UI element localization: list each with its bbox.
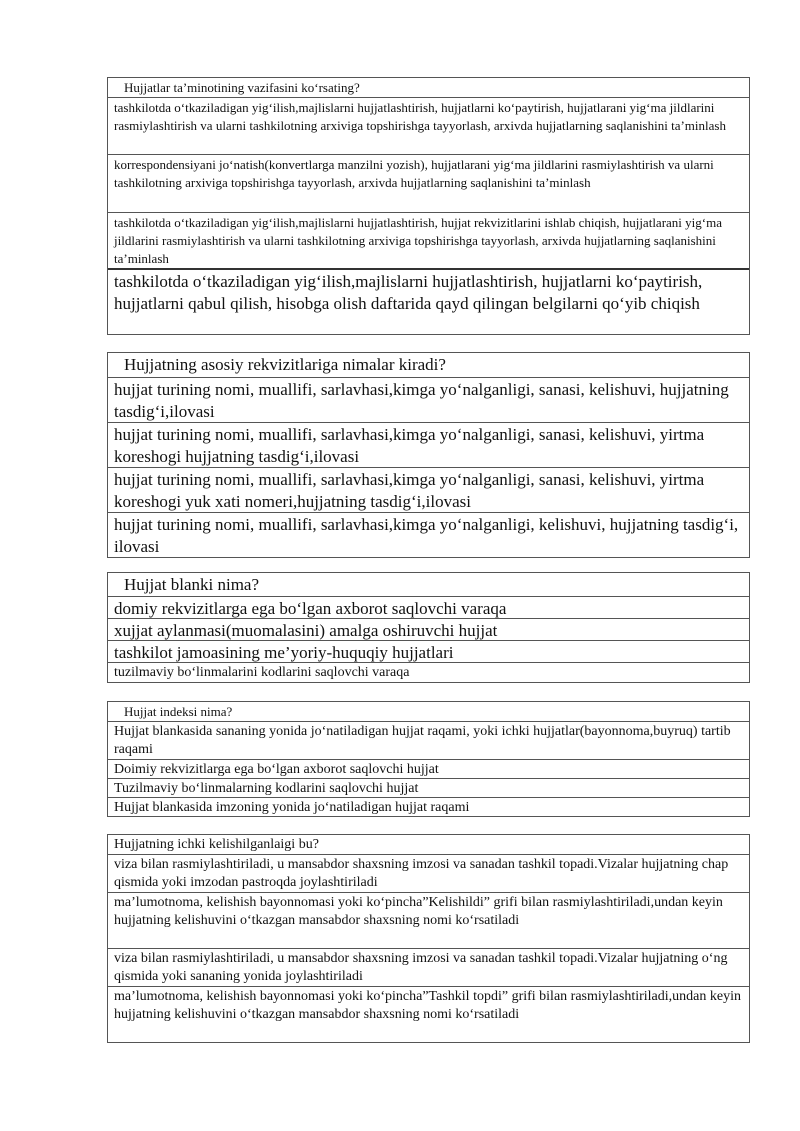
option-4c: Tuzilmaviy bo‘linmalarning kodlarini saqlovchi hujjat (108, 778, 749, 797)
option-2c: hujjat turining nomi, muallifi, sarlavhasi,kimga yo‘nalganligi, sanasi, kelishuvi, yirtma koreshogi yuk xati nomeri,hujjatning tasdig‘i,ilovasi (108, 467, 749, 512)
option-1d: tashkilotda o‘tkaziladigan yig‘ilish,majlislarni hujjatlashtirish, hujjatlarni ko‘paytirish, hujjatlarni qabul qilish, hisobga olish daftarida qayd qilingan belgilarni qo‘yib chiqish (108, 268, 749, 334)
question-table-2 (107, 352, 750, 558)
question-4 (108, 702, 749, 721)
option-4b: Doimiy rekvizitlarga ega bo‘lgan axborot saqlovchi hujjat (108, 759, 749, 778)
question-2 (108, 353, 749, 377)
option-4a: Hujjat blankasida sananing yonida jo‘natiladigan hujjat raqami, yoki ichki hujjatlar(bayonnoma,buyruq) tartib raqami (108, 721, 749, 759)
option-2b: hujjat turining nomi, muallifi, sarlavhasi,kimga yo‘nalganligi, sanasi, kelishuvi, yirtma koreshogi hujjatning tasdig‘i,ilovasi (108, 422, 749, 467)
option-2a: hujjat turining nomi, muallifi, sarlavhasi,kimga yo‘nalganligi, sanasi, kelishuvi, hujjatning tasdig‘i,ilovasi (108, 377, 749, 422)
question-5 (108, 835, 749, 854)
option-5b: ma’lumotnoma, kelishish bayonnomasi yoki ko‘pincha”Kelishildi” grifi bilan rasmiylashtiriladi,undan keyin hujjatning kelishuvini o‘tkazgan mansabdor shaxsning nomi ko‘rsatiladi (108, 892, 749, 948)
option-1b: korrespondensiyani jo‘natish(konvertlarga manzilni yozish), hujjatlarani yig‘ma jildlarini rasmiylashtirish va ularni tashkilotning arxiviga topshirishga tayyorlash, arxivda hujjatlarning saqlanishini ta’minlash (108, 154, 749, 212)
option-5d: ma’lumotnoma, kelishish bayonnomasi yoki ko‘pincha”Tashkil topdi” grifi bilan rasmiylashtiriladi,undan keyin hujjatning kelishuvini o‘tkazgan mansabdor shaxsning nomi ko‘rsatiladi (108, 986, 749, 1042)
question-table-1 (107, 77, 750, 335)
question-3 (108, 573, 749, 596)
option-5c: viza bilan rasmiylashtiriladi, u mansabdor shaxsning imzosi va sanadan tashkil topadi.Vizalar hujjatning o‘ng qismida yoki sananing yonida joylashtiriladi (108, 948, 749, 986)
question-5-text: Hujjatning ichki kelishilganlaigi bu? (114, 837, 319, 852)
question-4-text: Hujjat indeksi nima? (124, 704, 233, 719)
option-4d: Hujjat blankasida imzoning yonida jo‘natiladigan hujjat raqami (108, 797, 749, 816)
question-table-3 (107, 572, 750, 683)
option-3c: tashkilot jamoasining me’yoriy-huquqiy hujjatlari (108, 640, 749, 662)
option-1a: tashkilotda o‘tkaziladigan yig‘ilish,majlislarni hujjatlashtirish, hujjatlarni ko‘paytirish, hujjatlarani yig‘ma jildlarini rasmiylashtirish va ularni tashkilotning arxiviga topshirishga tayyorlash, arxivda hujjatlarning saqlanishini ta’minlash (108, 97, 749, 154)
question-2-text: Hujjatning asosiy rekvizitlariga nimalar kiradi? (124, 355, 446, 374)
option-1c: tashkilotda o‘tkaziladigan yig‘ilish,majlislarni hujjatlashtirish, hujjat rekvizitlarini ishlab chiqish, hujjatlarani yig‘ma jildlarini rasmiylashtirish va ularni tashkilotning arxiviga topshirishga tayyorlash, arxivda hujjatlarning saqlanishini ta’minlash (108, 212, 749, 268)
question-1-text: Hujjatlar ta’minotining vazifasini ko‘rsating? (124, 80, 360, 95)
question-3-text: Hujjat blanki nima? (124, 575, 260, 594)
question-table-4 (107, 701, 750, 817)
option-3a: domiy rekvizitlarga ega bo‘lgan axborot saqlovchi varaqa (108, 596, 749, 618)
option-2d: hujjat turining nomi, muallifi, sarlavhasi,kimga yo‘nalganligi, kelishuvi, hujjatning tasdig‘i, ilovasi (108, 512, 749, 557)
option-5a: viza bilan rasmiylashtiriladi, u mansabdor shaxsning imzosi va sanadan tashkil topadi.Vizalar hujjatning chap qismida yoki imzodan pastroqda joylashtiriladi (108, 854, 749, 892)
option-3b: xujjat aylanmasi(muomalasini) amalga oshiruvchi hujjat (108, 618, 749, 640)
option-3d: tuzilmaviy bo‘linmalarini kodlarini saqlovchi varaqa (108, 662, 749, 682)
question-1 (108, 78, 749, 97)
question-table-5 (107, 834, 750, 1043)
